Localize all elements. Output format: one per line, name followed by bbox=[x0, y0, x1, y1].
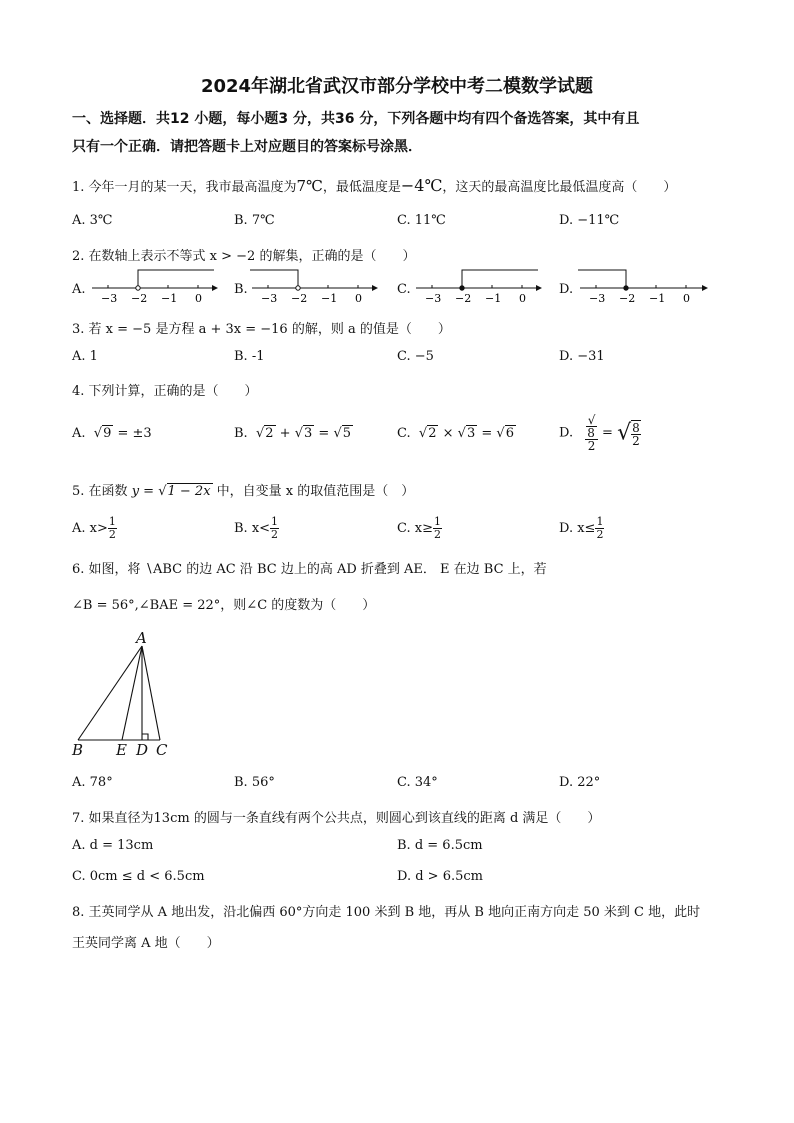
q2-numberline-c bbox=[414, 266, 544, 306]
q1-option-a[interactable]: A. 3℃ bbox=[72, 213, 113, 228]
section-instruction-line1: 一、选择题．共12 小题，每小题3 分，共36 分，下列各题中均有四个备选答案，其中有且 bbox=[72, 111, 640, 127]
question-6-line2: ∠B = 56°,∠BAE = 22°，则∠C 的度数为（ ） bbox=[72, 598, 376, 613]
q5-option-b[interactable] bbox=[234, 516, 279, 541]
q5d-label: D. x≤ bbox=[559, 521, 596, 536]
q4a-rhs: = ±3 bbox=[117, 426, 152, 441]
q5c-fraction bbox=[433, 516, 442, 541]
q4b-radicand-2: 3 bbox=[304, 426, 313, 441]
q3-option-c[interactable]: C. −5 bbox=[397, 349, 434, 364]
q2c-tick-neg2: −2 bbox=[455, 292, 472, 305]
q5b-den: 2 bbox=[271, 528, 279, 541]
question-8-line2: 王英同学离 A 地（ ） bbox=[72, 936, 220, 951]
q4c-times: × bbox=[442, 426, 454, 441]
q7-option-b[interactable]: B. d = 6.5cm bbox=[397, 838, 483, 853]
q1-option-d[interactable]: D. −11℃ bbox=[559, 213, 620, 228]
q5-text-a: 5. 在函数 bbox=[72, 484, 128, 499]
q1-text-b: ，最低温度是 bbox=[322, 180, 401, 195]
q4d-rhs-num: 8 bbox=[632, 420, 640, 435]
question-2: 2. 在数轴上表示不等式 x > −2 的解集，正确的是（ ） bbox=[72, 249, 416, 264]
q1-text-a: 1. 今年一月的某一天，我市最高温度为 bbox=[72, 180, 297, 195]
q5-option-d[interactable] bbox=[559, 516, 604, 541]
q6-label-d: D bbox=[136, 741, 149, 759]
q5a-den: 2 bbox=[108, 528, 116, 541]
q4a-label: A. bbox=[72, 426, 86, 441]
q4b-radicand-1: 2 bbox=[265, 426, 274, 441]
q1-option-b[interactable]: B. 7℃ bbox=[234, 213, 275, 228]
q5-text-b: 中，自变量 x 的取值范围是（ ） bbox=[216, 484, 415, 499]
q4c-equals: = bbox=[481, 426, 493, 441]
q4d-equals: = bbox=[602, 425, 613, 441]
q4d-lhs-fraction: √ 8 2 bbox=[585, 414, 598, 452]
q6-option-a[interactable]: A. 78° bbox=[72, 775, 113, 790]
q6-label-a: A bbox=[136, 629, 147, 647]
q2c-tick-0: 0 bbox=[519, 292, 526, 305]
q7-option-c[interactable]: C. 0cm ≤ d < 6.5cm bbox=[72, 869, 205, 884]
q5c-den: 2 bbox=[433, 528, 441, 541]
q4d-lhs-den: 2 bbox=[587, 439, 596, 453]
q2d-tick-0: 0 bbox=[683, 292, 690, 305]
q5c-num: 1 bbox=[433, 515, 441, 528]
q6-option-d[interactable]: D. 22° bbox=[559, 775, 601, 790]
question-8-line1: 8. 王英同学从 A 地出发，沿北偏西 60°方向走 100 米到 B 地，再从 B 地向正南方向走 50 米到 C 地，此时 bbox=[72, 905, 701, 920]
q2b-tick-neg1: −1 bbox=[321, 292, 338, 305]
q2a-tick-neg2: −2 bbox=[131, 292, 148, 305]
q4d-lhs-num: 8 bbox=[587, 426, 595, 440]
q2-numberline-a bbox=[90, 266, 220, 306]
q2b-tick-neg3: −3 bbox=[261, 292, 278, 305]
q2d-tick-neg1: −1 bbox=[649, 292, 666, 305]
q4d-rhs-den: 2 bbox=[632, 433, 640, 448]
q2b-tick-0: 0 bbox=[355, 292, 362, 305]
q5b-label: B. x< bbox=[234, 521, 271, 536]
q4-option-d[interactable]: D. √ 8 2 = √ $\frac{8}{2}$ bbox=[559, 413, 640, 453]
q2-option-d[interactable]: D. bbox=[559, 282, 574, 297]
q4c-label: C. bbox=[397, 426, 411, 441]
q6-label-e: E bbox=[116, 741, 127, 759]
q6-label-b: B bbox=[72, 741, 84, 759]
q5-option-c[interactable] bbox=[397, 516, 442, 541]
q2a-tick-neg1: −1 bbox=[161, 292, 178, 305]
q3-option-d[interactable]: D. −31 bbox=[559, 349, 605, 364]
q5a-num: 1 bbox=[108, 515, 116, 528]
q6-option-b[interactable]: B. 56° bbox=[234, 775, 275, 790]
q2a-tick-neg3: −3 bbox=[101, 292, 118, 305]
q1-option-c[interactable]: C. 11℃ bbox=[397, 213, 446, 228]
q5d-num: 1 bbox=[596, 515, 604, 528]
q5c-label: C. x≥ bbox=[397, 521, 433, 536]
q6-label-c: C bbox=[156, 741, 168, 759]
q1-high-temp: 7℃ bbox=[296, 177, 323, 195]
q5-option-a[interactable] bbox=[72, 516, 117, 541]
q2-numberline-d bbox=[578, 266, 712, 306]
q4-option-b[interactable]: B. √2 + √3 = √5 bbox=[234, 426, 352, 441]
q5d-fraction bbox=[595, 516, 604, 541]
q1-text-c: ，这天的最高温度比最低温度高（ ） bbox=[442, 180, 677, 195]
q4b-plus: + bbox=[279, 426, 291, 441]
question-3: 3. 若 x = −5 是方程 a + 3x = −16 的解，则 a 的值是（ ） bbox=[72, 322, 451, 337]
q5-radicand: 1 − 2x bbox=[167, 484, 211, 499]
q6-triangle-figure bbox=[70, 628, 180, 760]
q4-option-a[interactable]: A. √9 = ±3 bbox=[72, 426, 152, 441]
q4d-label: D. bbox=[559, 425, 574, 441]
q6-option-c[interactable]: C. 34° bbox=[397, 775, 438, 790]
q4d-rhs-fraction bbox=[631, 420, 641, 447]
page-title: 2024年湖北省武汉市部分学校中考二模数学试题 bbox=[200, 76, 594, 97]
q4b-equals: = bbox=[318, 426, 330, 441]
q4b-radicand-3: 5 bbox=[342, 426, 352, 441]
q4c-radicand-3: 6 bbox=[505, 426, 514, 441]
q2b-tick-neg2: −2 bbox=[291, 292, 308, 305]
q2-option-c[interactable]: C. bbox=[397, 282, 411, 297]
q7-option-d[interactable]: D. d > 6.5cm bbox=[397, 869, 483, 884]
q5a-label: A. x> bbox=[72, 521, 108, 536]
q5a-fraction bbox=[108, 516, 117, 541]
question-5: 5. 在函数 y = √1 − 2x 中，自变量 x 的取值范围是（ ） bbox=[72, 484, 415, 499]
q2c-tick-neg1: −1 bbox=[485, 292, 502, 305]
q2a-tick-0: 0 bbox=[195, 292, 202, 305]
q5b-fraction bbox=[270, 516, 279, 541]
q4b-label: B. bbox=[234, 426, 248, 441]
q3-option-a[interactable]: A. 1 bbox=[72, 349, 98, 364]
question-7: 7. 如果直径为13cm 的圆与一条直线有两个公共点，则圆心到该直线的距离 d 满足（ ） bbox=[72, 811, 601, 826]
q4c-radicand-2: 3 bbox=[466, 426, 476, 441]
section-instruction-line2: 只有一个正确．请把答题卡上对应题目的答案标号涂黑． bbox=[72, 139, 422, 155]
q5-func: y = bbox=[131, 484, 159, 499]
q5d-den: 2 bbox=[596, 528, 604, 541]
q4-option-c[interactable]: C. √2 × √3 = √6 bbox=[397, 426, 514, 441]
q4c-radicand-1: 2 bbox=[428, 426, 437, 441]
q2c-tick-neg3: −3 bbox=[425, 292, 442, 305]
q4a-radicand: 9 bbox=[103, 426, 112, 441]
q6-side-ac bbox=[142, 646, 160, 740]
q2-option-a[interactable]: A. bbox=[72, 282, 86, 297]
q2-numberline-b bbox=[250, 266, 380, 306]
question-4: 4. 下列计算，正确的是（ ） bbox=[72, 384, 258, 399]
q6-right-angle-mark bbox=[142, 734, 148, 740]
q2d-tick-neg2: −2 bbox=[619, 292, 636, 305]
question-6-line1: 6. 如图，将 ∖ABC 的边 AC 沿 BC 边上的高 AD 折叠到 AE． E 在边 BC 上，若 bbox=[72, 562, 547, 577]
q5b-num: 1 bbox=[271, 515, 279, 528]
q2-option-b[interactable]: B. bbox=[234, 282, 248, 297]
q1-low-temp: −4℃ bbox=[400, 176, 443, 195]
question-1 bbox=[72, 176, 676, 195]
q7-option-a[interactable]: A. d = 13cm bbox=[72, 838, 154, 853]
q3-option-b[interactable]: B. -1 bbox=[234, 349, 265, 364]
q2d-tick-neg3: −3 bbox=[589, 292, 606, 305]
